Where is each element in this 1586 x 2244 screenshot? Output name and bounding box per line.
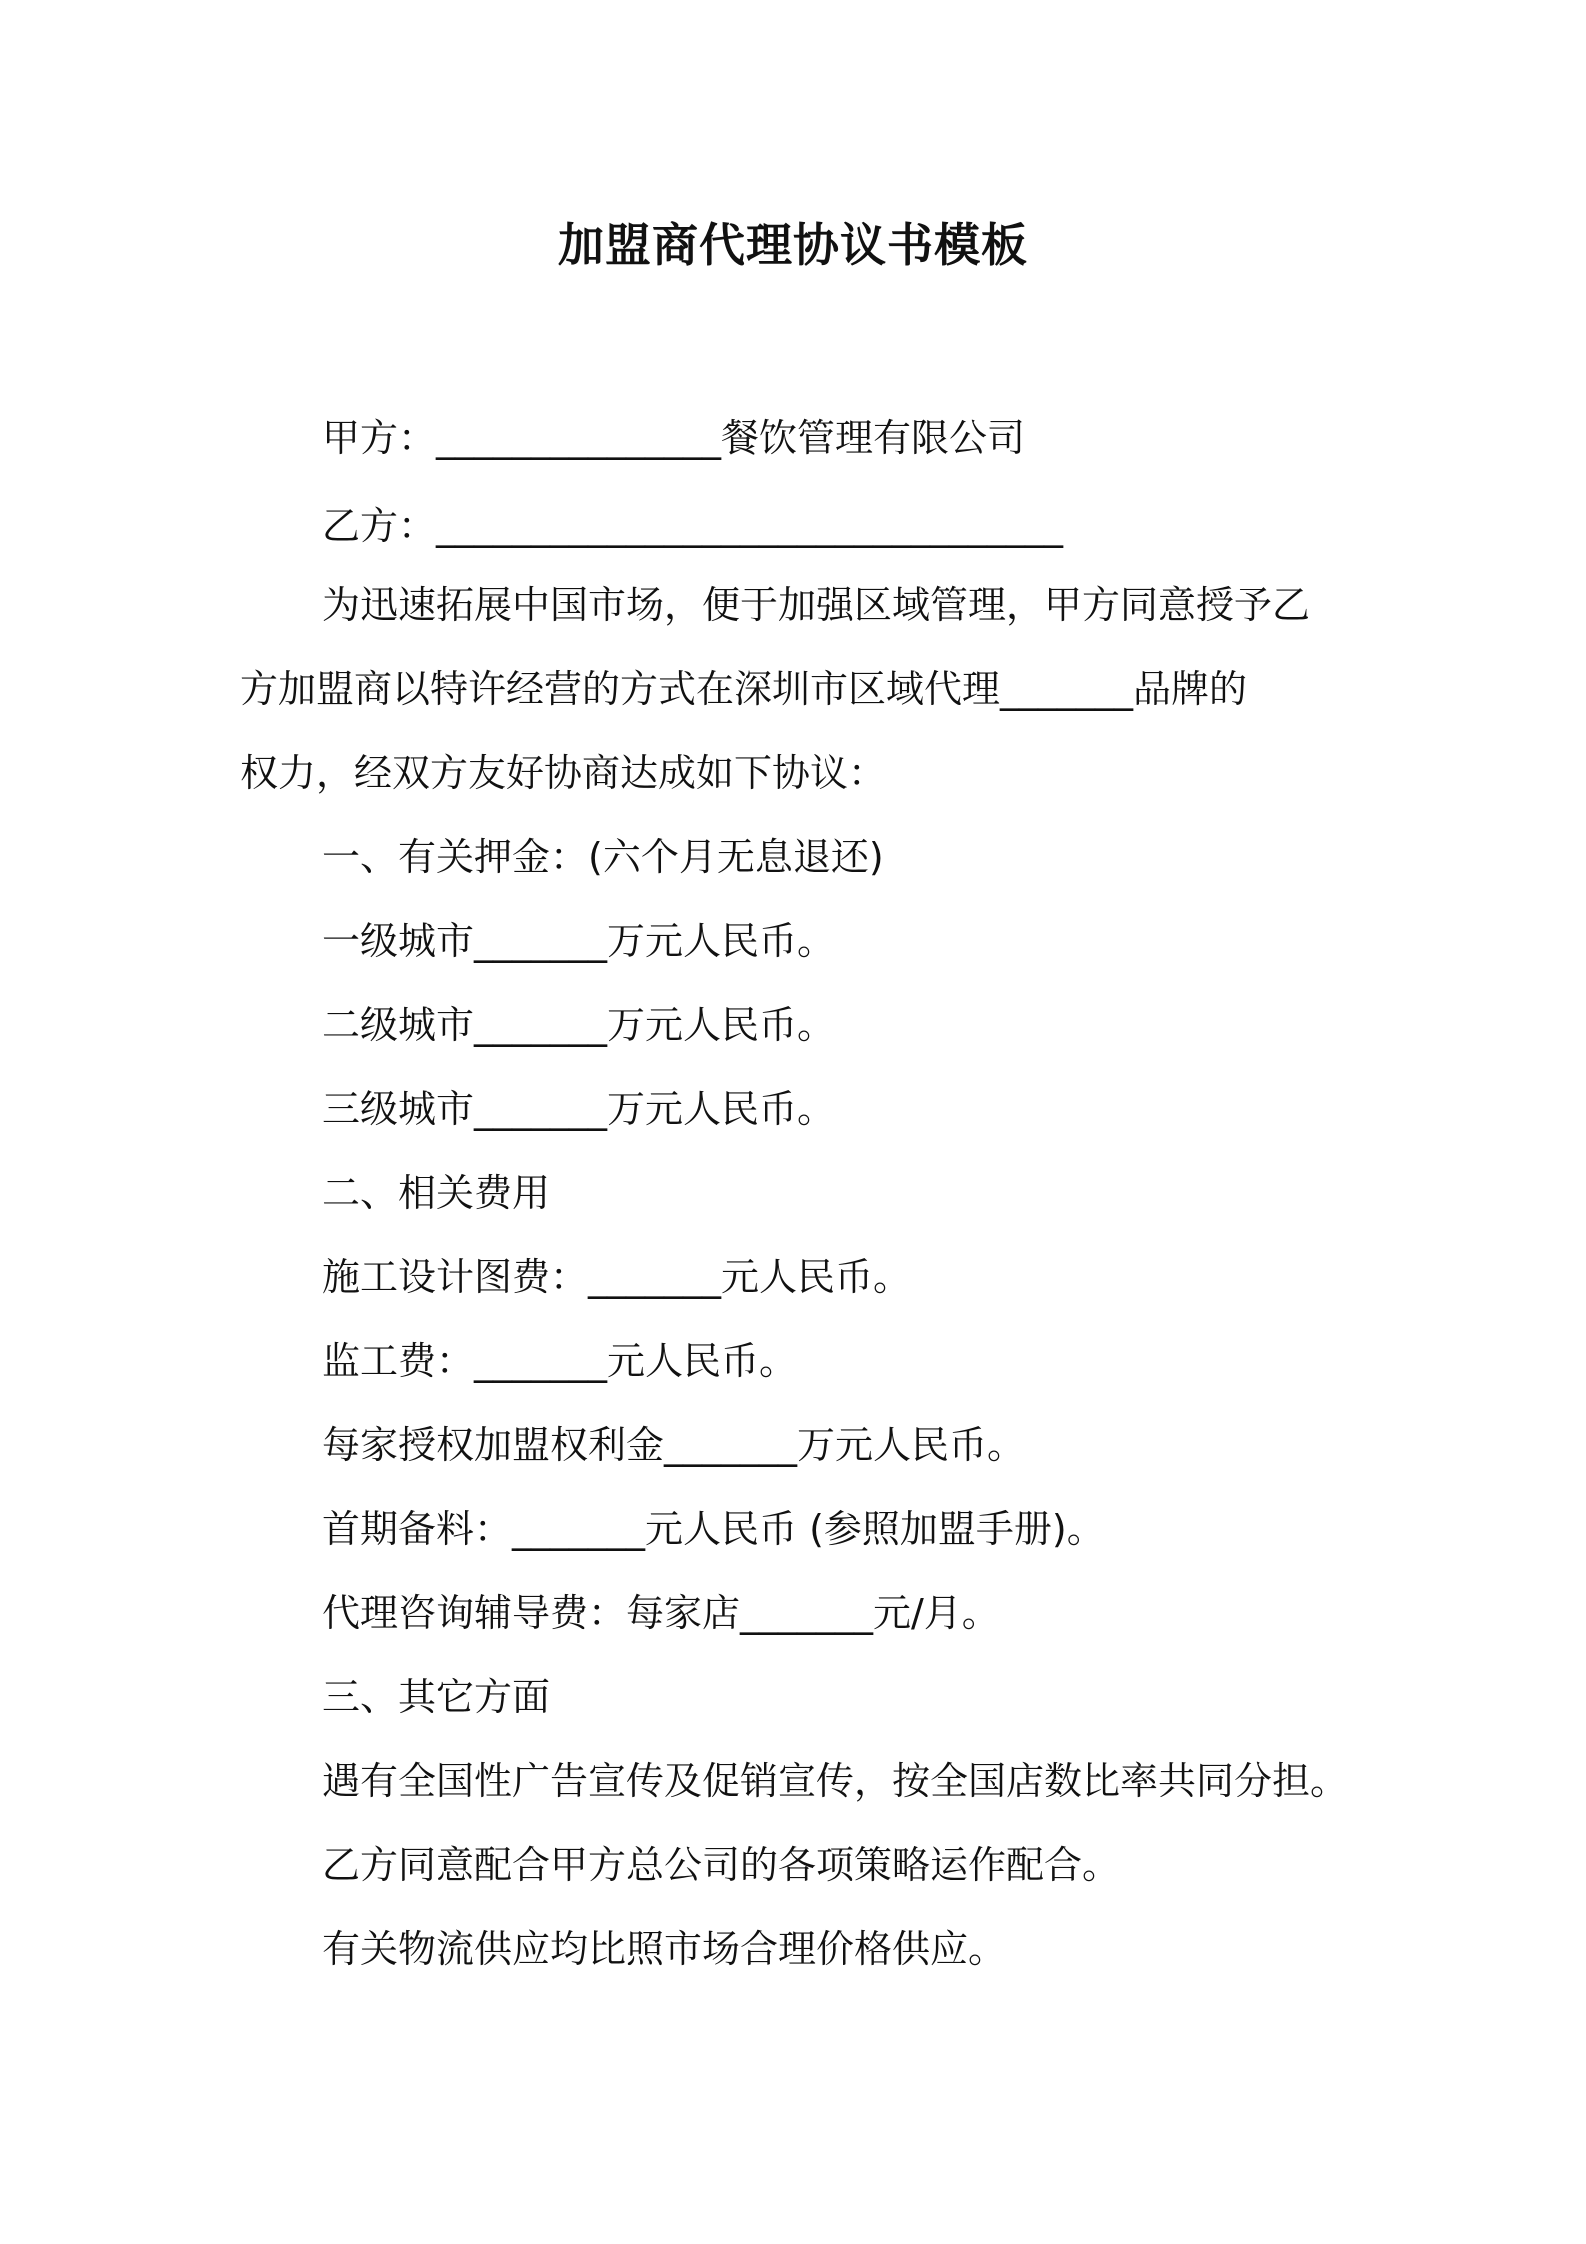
party-b-line: 乙方：_________________________________	[322, 504, 1064, 548]
deposit-tier2: 二级城市_______万元人民币。	[322, 1003, 836, 1047]
fee-initial-stock: 首期备料：_______元人民币 (参照加盟手册)。	[322, 1507, 1105, 1551]
fee-consulting: 代理咨询辅导费：每家店_______元/月。	[322, 1591, 1000, 1635]
fee-royalty: 每家授权加盟权利金_______万元人民币。	[322, 1423, 1026, 1467]
party-a-line: 甲方：_______________餐饮管理有限公司	[322, 416, 1026, 460]
document-title: 加盟商代理协议书模板	[558, 218, 1028, 272]
section2-heading: 二、相关费用	[322, 1171, 551, 1215]
intro-line-2: 方加盟商以特许经营的方式在深圳市区域代理_______品牌的	[240, 667, 1248, 711]
intro-line-3: 权力，经双方友好协商达成如下协议：	[240, 751, 887, 795]
deposit-tier1: 一级城市_______万元人民币。	[322, 919, 836, 963]
section3-heading: 三、其它方面	[322, 1675, 551, 1719]
fee-supervision: 监工费：_______元人民币。	[322, 1339, 798, 1383]
other-advertising: 遇有全国性广告宣传及促销宣传，按全国店数比率共同分担。	[322, 1759, 1349, 1803]
intro-line-1: 为迅速拓展中国市场，便于加强区域管理，甲方同意授予乙	[322, 583, 1311, 627]
deposit-tier3: 三级城市_______万元人民币。	[322, 1087, 836, 1131]
section1-heading: 一、有关押金：(六个月无息退还)	[322, 835, 884, 879]
other-logistics: 有关物流供应均比照市场合理价格供应。	[322, 1927, 1007, 1971]
fee-design: 施工设计图费：_______元人民币。	[322, 1255, 912, 1299]
other-cooperation: 乙方同意配合甲方总公司的各项策略运作配合。	[322, 1843, 1121, 1887]
